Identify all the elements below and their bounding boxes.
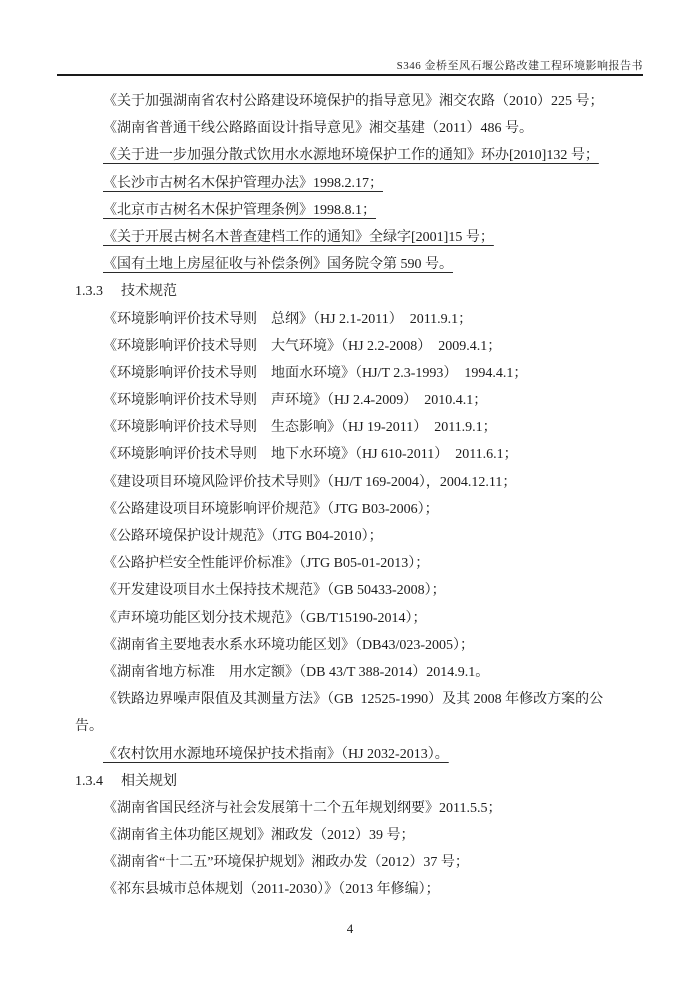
line-text: 《湖南省主要地表水系水环境功能区划》（DB43/023-2005）； [103,637,474,653]
reference-line [75,224,635,251]
section-title: 相关规划 [121,773,177,789]
section-heading [75,278,635,305]
line-text: 《关于进一步加强分散式饮用水水源地环境保护工作的通知》环办[2010]132 号； [103,148,599,164]
reference-line [75,251,635,278]
line-text: 《湖南省国民经济与社会发展第十二个五年规划纲要》2011.5.5； [103,800,502,816]
line-text: 《国有土地上房屋征收与补偿条例》国务院令第 590 号。 [103,257,453,273]
reference-line [75,550,635,577]
reference-line [75,88,635,115]
line-text: 《湖南省“十二五”环境保护规划》湘政办发（2012）37 号； [103,855,469,871]
reference-line [75,496,635,523]
section-title: 技术规范 [121,284,177,300]
reference-line [75,414,635,441]
line-text: 《北京市古树名木保护管理条例》1998.8.1； [103,202,376,218]
section-number: 1.3.3 [75,284,103,300]
line-text: 《公路环境保护设计规范》（JTG B04-2010）； [103,529,383,544]
line-text: 《开发建设项目水土保持技术规范》（GB 50433-2008）； [103,583,446,599]
reference-line [75,142,635,169]
reference-line [75,115,635,142]
line-text: 《长沙市古树名木保护管理办法》1998.2.17； [103,175,383,191]
line-text: 《环境影响评价技术导则 地下水环境》（HJ 610-2011） 2011.6.1； [103,447,518,463]
line-text: 《建设项目环境风险评价技术导则》（HJ/T 169-2004），2004.12.11； [103,474,517,490]
document-body [75,88,635,904]
reference-line [75,360,635,387]
line-text: 《铁路边界噪声限值及其测量方法》（GB 12525-1990）及其 2008 年修改方案的公 [103,692,604,708]
line-text: 《环境影响评价技术导则 大气环境》（HJ 2.2-2008） 2009.4.1； [103,338,502,354]
reference-line [75,795,635,822]
line-text: 《公路护栏安全性能评价标准》（JTG B05-01-2013）； [103,556,430,572]
line-text: 《祁东县城市总体规划（2011-2030）》（2013 年修编）； [103,882,440,898]
line-text: 《环境影响评价技术导则 总纲》（HJ 2.1-2011） 2011.9.1； [103,311,473,327]
line-text: 《环境影响评价技术导则 声环境》（HJ 2.4-2009） 2010.4.1； [103,393,488,409]
reference-line [75,876,635,903]
reference-line [75,849,635,876]
section-heading [75,768,635,795]
reference-line [75,306,635,333]
line-text: 《环境影响评价技术导则 生态影响》（HJ 19-2011） 2011.9.1； [103,420,497,436]
reference-line [75,523,635,550]
reference-line [75,659,635,686]
header-rule [57,74,643,76]
line-text: 《湖南省地方标准 用水定额》（DB 43/T 388-2014）2014.9.1。 [103,664,490,680]
reference-line [75,605,635,632]
line-text: 《关于加强湖南省农村公路建设环境保护的指导意见》湘交农路（2010）225 号； [103,94,604,109]
reference-line [75,822,635,849]
line-text: 《声环境功能区划分技术规范》（GB/T15190-2014）； [103,610,427,626]
reference-line [75,441,635,468]
line-text: 《湖南省普通干线公路路面设计指导意见》湘交基建（2011）486 号。 [103,121,533,137]
reference-line [75,197,635,224]
reference-line [75,577,635,604]
reference-line [75,741,635,768]
paragraph-continuation-line [75,713,635,740]
section-number: 1.3.4 [75,773,103,789]
line-text: 《湖南省主体功能区规划》湘政发（2012）39 号； [103,828,415,844]
line-text: 《环境影响评价技术导则 地面水环境》（HJ/T 2.3-1993） 1994.4.1； [103,365,528,381]
reference-line [75,686,635,713]
reference-line [75,632,635,659]
line-text: 告。 [75,719,103,735]
line-text: 《公路建设项目环境影响评价规范》（JTG B03-2006）； [103,501,439,517]
reference-line [75,333,635,360]
line-text: 《农村饮用水源地环境保护技术指南》（HJ 2032-2013）。 [103,746,449,762]
page-number: 4 [346,921,354,936]
reference-line [75,469,635,496]
line-text: 《关于开展古树名木普查建档工作的通知》全绿字[2001]15 号； [103,229,494,245]
reference-line [75,170,635,197]
reference-line [75,387,635,414]
running-header-title: S346 金桥至风石堰公路改建工程环境影响报告书 [396,60,643,72]
